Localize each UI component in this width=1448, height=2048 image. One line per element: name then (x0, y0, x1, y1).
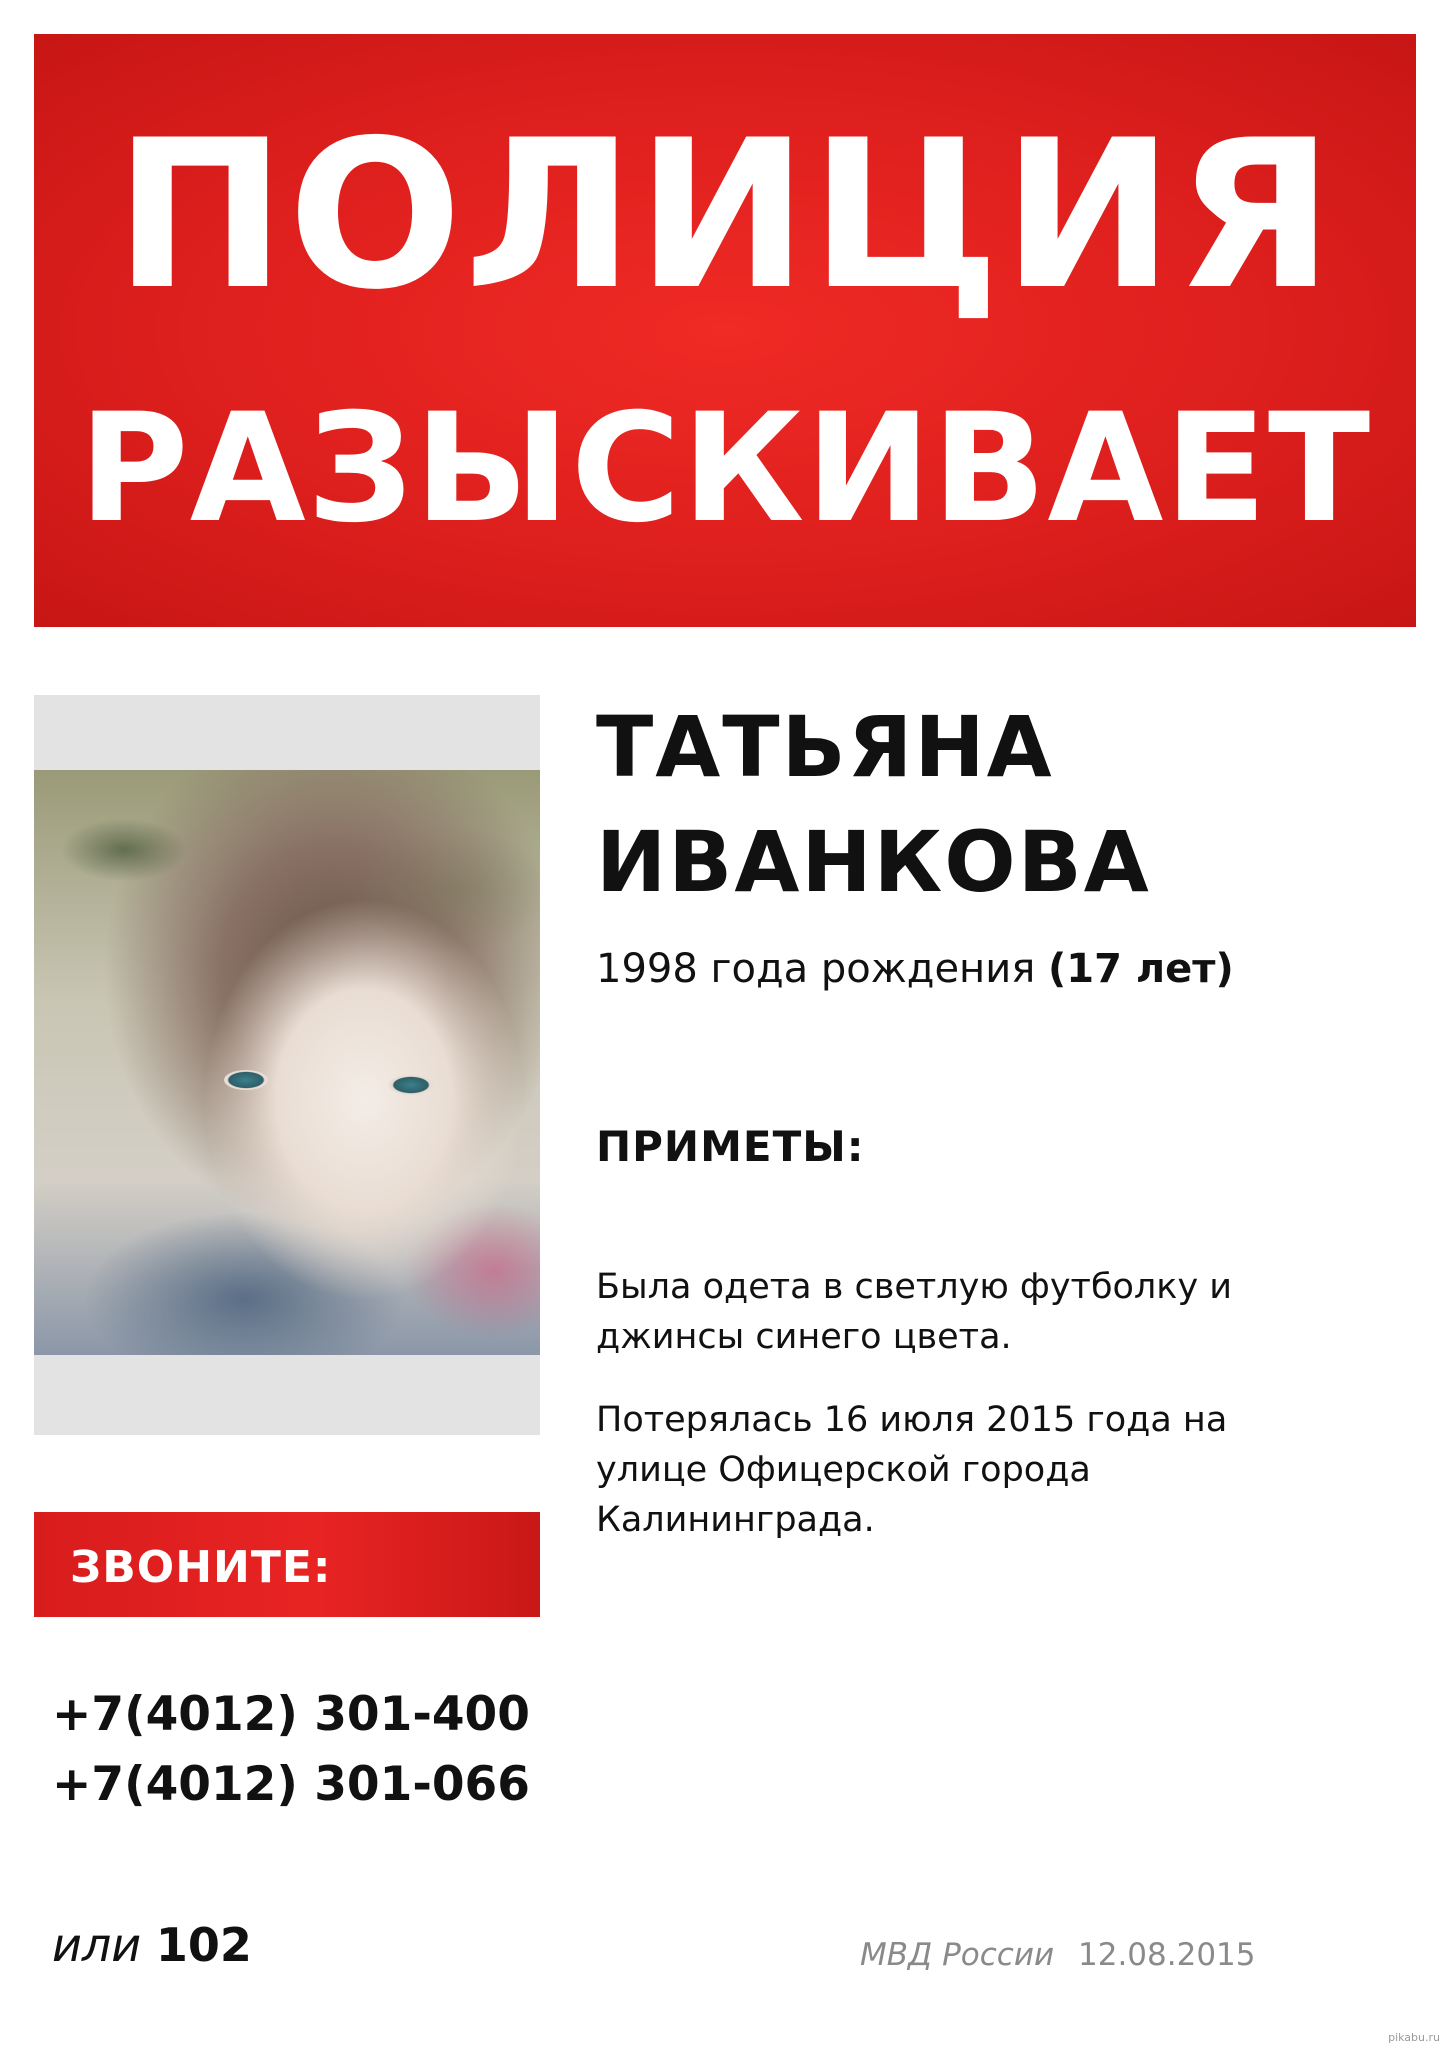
lost-description (596, 1395, 1386, 1545)
banner-title-line2: РАЗЫСКИВАЕТ (78, 382, 1372, 556)
alt-call-word: или (52, 1918, 142, 1972)
clothing-line: Была одета в светлую футболку и (596, 1267, 1233, 1307)
person-name (596, 690, 1396, 920)
issuer-org: МВД России (860, 1937, 1055, 1973)
emergency-number[interactable]: 102 (155, 1918, 252, 1972)
photo-frame (34, 695, 540, 1435)
features-heading: ПРИМЕТЫ: (596, 1122, 865, 1171)
wanted-banner (34, 34, 1416, 627)
phone-number[interactable]: +7(4012) 301-066 (52, 1757, 530, 1812)
missing-person-photo (34, 770, 540, 1355)
person-first-name: ТАТЬЯНА (596, 698, 1054, 796)
age-text: (17 лет) (1047, 946, 1234, 992)
banner-title-line1: ПОЛИЦИЯ (114, 97, 1336, 335)
person-last-name: ИВАНКОВА (596, 813, 1151, 911)
call-label: ЗВОНИТЕ: (70, 1542, 332, 1593)
photo-eye-right (389, 1075, 433, 1095)
phone-number[interactable]: +7(4012) 301-400 (52, 1687, 530, 1742)
lost-line: улице Офицерской города (596, 1450, 1091, 1490)
clothing-line: джинсы синего цвета. (596, 1317, 1012, 1357)
photo-eye-left (224, 1070, 268, 1090)
birth-info (596, 946, 1234, 992)
birth-year-text: 1998 года рождения (596, 946, 1036, 992)
phone-list (52, 1680, 612, 1820)
issuer-footer (860, 1937, 1256, 1973)
lost-line: Потерялась 16 июля 2015 года на (596, 1400, 1228, 1440)
lost-line: Калининграда. (596, 1500, 875, 1540)
issue-date: 12.08.2015 (1078, 1937, 1256, 1973)
alternative-call (52, 1918, 252, 1972)
watermark: pikabu.ru (1388, 2031, 1440, 2044)
clothing-description (596, 1262, 1386, 1362)
call-banner (34, 1512, 540, 1617)
